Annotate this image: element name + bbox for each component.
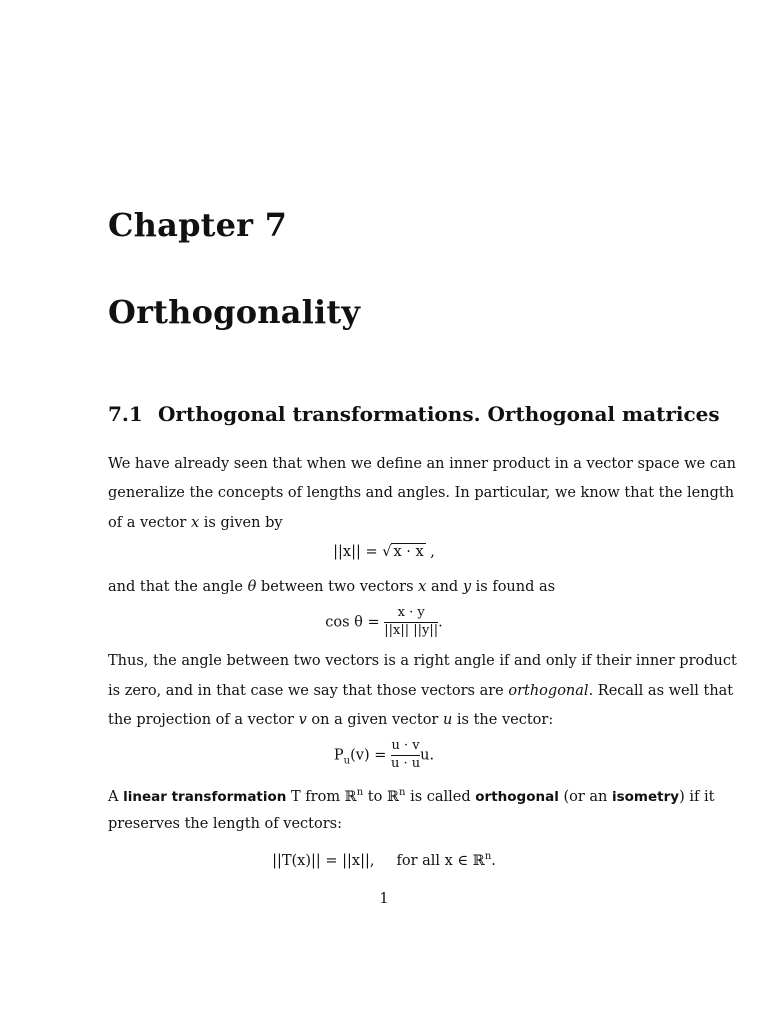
equation-norm: ||x|| = √ x · x , bbox=[333, 544, 435, 560]
chapter-title: Orthogonality bbox=[108, 293, 361, 331]
paragraph-line: of a vector x is given by bbox=[108, 515, 283, 531]
page-number: 1 bbox=[379, 891, 389, 907]
paragraph-line: the projection of a vector v on a given vector u is the vector: bbox=[108, 712, 554, 728]
equation-isometry: ||T(x)|| = ||x||, for all x ∈ ℝ$^n$. bbox=[272, 851, 496, 869]
section-number: 7.1 bbox=[108, 402, 143, 426]
paragraph-line: generalize the concepts of lengths and angles. In particular, we know that the length bbox=[108, 485, 735, 501]
paragraph-line: preserves the length of vectors: bbox=[108, 816, 342, 832]
paragraph-line: A linear transformation T from ℝ$^n$ to ℝ$^n$ is called orthogonal (or an isometry) if it bbox=[108, 787, 715, 805]
section-heading bbox=[108, 402, 720, 426]
equation-projection: $P_u(v)$ = $\frac{u \cdot v}{u \cdot u}$ u. bbox=[333, 738, 435, 771]
term-orthogonal: orthogonal bbox=[508, 683, 589, 699]
paragraph-line: Thus, the angle between two vectors is a right angle if and only if their inner product bbox=[108, 653, 737, 669]
term-linear-transformation: linear transformation bbox=[123, 788, 287, 805]
paragraph-line: is zero, and in that case we say that those vectors are orthogonal. Recall as well that bbox=[108, 683, 734, 699]
paragraph-line: We have already seen that when we define an inner product in a vector space we can bbox=[108, 456, 736, 472]
term-orthogonal-bold: orthogonal bbox=[475, 788, 559, 805]
term-isometry: isometry bbox=[611, 788, 680, 805]
section-title: Orthogonal transformations. Orthogonal matrices bbox=[158, 402, 720, 426]
equation-cosine: cos θ = $\frac{x \cdot y}{||x|| ||y||}$ . bbox=[325, 605, 443, 638]
paragraph-line: and that the angle θ between two vectors x and y is found as bbox=[108, 579, 556, 595]
chapter-label: Chapter 7 bbox=[108, 206, 288, 244]
